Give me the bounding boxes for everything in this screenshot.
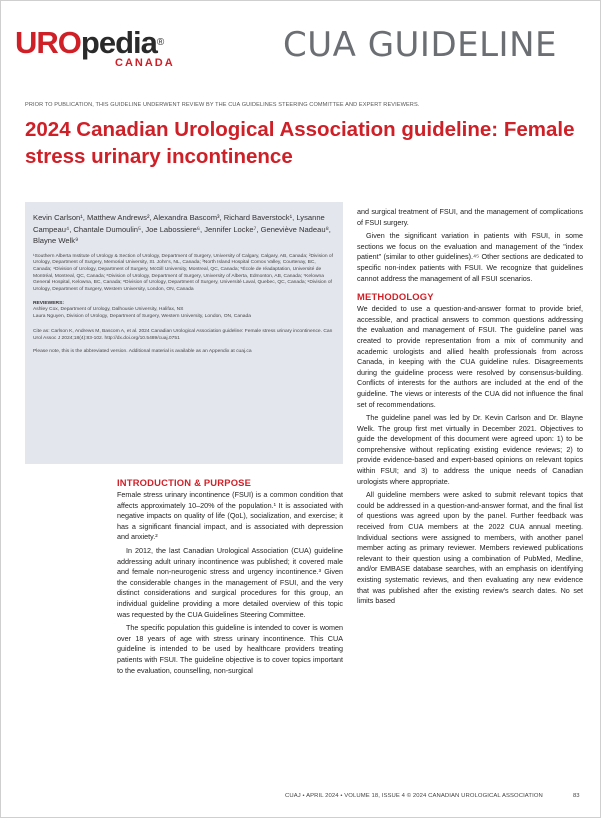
document-title: 2024 Canadian Urological Association guideline: Female stress urinary incontinence: [25, 118, 575, 168]
logo-canada-text: CANADA: [115, 57, 175, 69]
paragraph: Female stress urinary incontinence (FSUI) is a common condition that affects approximately 10–20% of the population.¹ It is associated with negative impacts on quality of life (QoL), socialization, and exercise; it has a significant financial impact, and is associated with depression and anxiety.²: [117, 490, 343, 542]
paragraph: The guideline panel was led by Dr. Kevin Carlson and Dr. Blayne Welk. The group first met virtually in December 2021. Objectives to guide the development of this document were agreed upon: 1) to be comprehensive without replicating existing evidence reviews; 2) to provide evidence-based and expert-based opinions on relevant topics within FSUI; and 3) to address the unique needs of Canadian urologists where appropriate.: [357, 413, 583, 486]
citation: Cite as: Carlson K, Andrews M, Bascom A, et al. 2024 Canadian Urological Association guideline: Female stress urinary incontinence. Can Urol Assoc J 2024;18(4):83-102. http://dx.doi.org/10.5489/cuaj.0751: [33, 328, 333, 341]
review-notice: PRIOR TO PUBLICATION, THIS GUIDELINE UNDERWENT REVIEW BY THE CUA GUIDELINES STEERING COMMITTEE AND EXPERT REVIEWERS.: [25, 102, 420, 108]
logo-pedia-text: pedia: [80, 25, 157, 60]
section-heading-methodology: METHODOLOGY: [357, 291, 434, 303]
paragraph: All guideline members were asked to submit relevant topics that could be addressed in a question-and-answer format, and the final list of questions was agreed upon by the panel. Further feedback was received from CUA members at the 2022 CUA annual meeting. Individual sections were assigned to members, with another panel member acting as primary reviewer. Members reviewed publications relevant to their question using a combination of PubMed, Medline, and/or EMBASE database searches, with an emphasis on identifying existing systematic reviews, and then evaluating any new evidence that was published after the existing review's search dates. No set limits based: [357, 490, 583, 606]
paragraph: The specific population this guideline is intended to cover is women over 18 years of age with stress urinary incontinence. This CUA guideline is intended to be used by healthcare providers treating patients with FSUI. The guideline objective is to cover topics important to the evaluation, counselling, non-surgical: [117, 623, 343, 675]
author-list: Kevin Carlson¹, Matthew Andrews², Alexandra Bascom³, Richard Baverstock¹, Lysanne Campeau⁴, Chantale Dumoulin⁵, Joe Labossiere⁶, Jennifer Locke⁷, Geneviève Nadeau⁸, Blayne Welk⁹: [33, 213, 331, 245]
abbreviated-note: Please note, this is the abbreviated version. Additional material is available as an Appendix at cuaj.ca: [33, 349, 252, 355]
reviewers-list: Ashley Cox, Department of Urology, Dalhousie University, Halifax, NS Laura Nguyen, Division of Urology, Department of Surgery, Western University, London, ON, Canada: [33, 307, 251, 320]
paragraph: and surgical treatment of FSUI, and the management of complications of FSUI surgery.: [357, 207, 583, 227]
reviewers-heading: REVIEWERS:: [33, 300, 64, 306]
registered-mark: ®: [156, 37, 164, 48]
journal-footer: CUAJ • APRIL 2024 • VOLUME 18, ISSUE 4 © 2024 CANADIAN UROLOGICAL ASSOCIATION: [285, 793, 543, 799]
author-info-box: [25, 202, 343, 464]
page-number: 83: [573, 793, 580, 799]
header-title: CUA GUIDELINE: [283, 25, 558, 65]
logo-uro-text: URO: [15, 25, 81, 60]
paragraph: In 2012, the last Canadian Urological Association (CUA) guideline addressing adult urinary incontinence was published; it covered male and female non-neurogenic stress and urgency incontinence.³ Given the considerable changes in the management of FSUI, and the very distinct considerations and surgical procedures for this group, an individual guideline providing a more detailed overview of this topic was requested by the CUA Guidelines Steering Committee.: [117, 545, 343, 619]
paragraph: We decided to use a question-and-answer format to provide brief, accessible, and practical answers to common questions addressing the evaluation and management of FSUI. The guideline panel was created to provide representation from a mix of community and academic urologists and allied health professionals from across Canada, in keeping with the CUA guideline rules. Disagreements during the guideline process were resolved by consensus-building. Conflicts of interests for the authors are included at the end of the guideline. The views or interests of the CUA did not influence the final set of recommendations.: [357, 304, 583, 409]
left-column: [117, 477, 343, 679]
uropedia-logo: [15, 27, 211, 79]
right-column: [357, 207, 583, 610]
paragraph: Given the significant variation in patients with FSUI, in some sections we focus on the evaluation and management of the "index patient" (similar to other guidelines).⁴⁵ Other sections are dedicated to specific non-index patients with FSUI. We recognize that guidelines cannot address the management of all FSUI scenarios.: [357, 231, 583, 283]
affiliations: ¹Southern Alberta Institute of Urology & Section of Urology, Department of Surgery, University of Calgary, Calgary, AB, Canada; ²Division of Urology, Department of Surgery, Memorial University, St. John's, NL, Canada; ³North Island Hospital Comox Valley, Courtenay, BC, Canada; ⁴Division of Urology, Department of Surgery, McGill University, Montreal, QC, Canada; ⁵École de réadaptation, Université de Montréal, Montreal, QC, Canada; ⁶Division of Urology, Department of Surgery, University of Alberta, Edmonton, AB, Canada; ⁷Kelowna General Hospital, Kelowna, BC, Canada; ⁸Division of Urology, Department of Surgery, Université Laval, Quebec, QC, Canada; ⁹Division of Urology, Department of Surgery, Western University, London, ON, Canada: [33, 253, 334, 293]
section-heading-introduction: INTRODUCTION & PURPOSE: [117, 477, 252, 488]
